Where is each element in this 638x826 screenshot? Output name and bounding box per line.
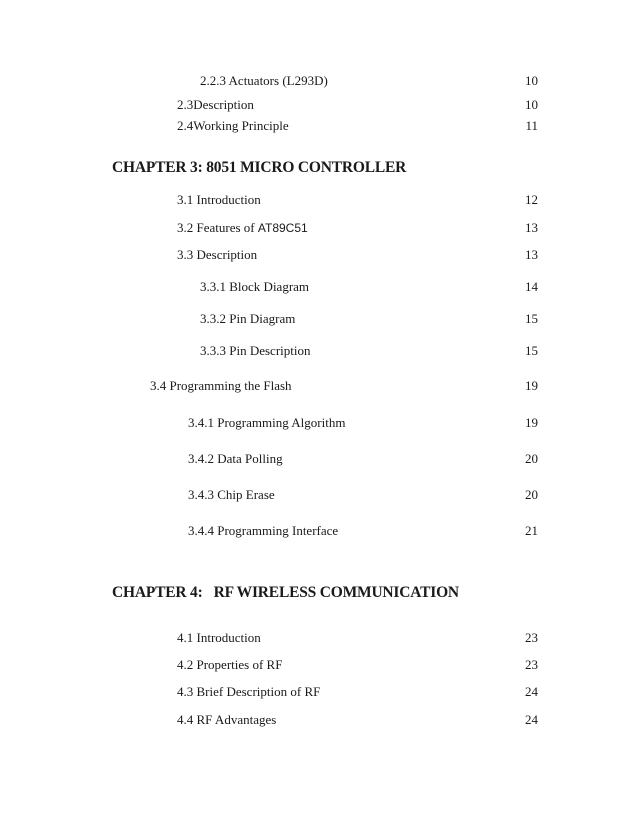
toc-entry-title-prefix: 3.2 Features of [177, 220, 258, 235]
toc-entry-page: 24 [525, 712, 538, 727]
toc-entry-title [177, 220, 308, 236]
toc-entry-page: 19 [525, 415, 538, 430]
toc-entry-page: 11 [525, 118, 538, 133]
toc-entry-page: 20 [525, 487, 538, 502]
toc-entry-page: 19 [525, 378, 538, 393]
toc-entry-title: 3.1 Introduction [177, 192, 261, 207]
toc-entry-page: 23 [525, 657, 538, 672]
chapter-4-heading: CHAPTER 4: RF WIRELESS COMMUNICATION [112, 584, 459, 601]
toc-entry-title: 4.2 Properties of RF [177, 657, 283, 672]
toc-entry-title: 3.3.2 Pin Diagram [200, 311, 296, 326]
toc-entry-title: 2.3Description [177, 97, 254, 112]
toc-entry-page: 13 [525, 220, 538, 235]
toc-entry-page: 14 [525, 279, 538, 294]
toc-entry-title: 3.4.1 Programming Algorithm [188, 415, 346, 430]
toc-entry-title: 4.1 Introduction [177, 630, 261, 645]
toc-entry-page: 12 [525, 192, 538, 207]
toc-entry-title: 4.4 RF Advantages [177, 712, 277, 727]
toc-entry-page: 23 [525, 630, 538, 645]
toc-entry-title: 2.2.3 Actuators (L293D) [200, 73, 328, 88]
toc-entry-title: 3.3 Description [177, 247, 258, 262]
toc-entry-title: 3.3.3 Pin Description [200, 343, 311, 358]
toc-entry-title: 2.4Working Principle [177, 118, 289, 133]
toc-entry-title: 3.4.2 Data Polling [188, 451, 283, 466]
toc-entry-page: 15 [525, 311, 538, 326]
toc-entry-page: 13 [525, 247, 538, 262]
toc-entry-title: 3.4 Programming the Flash [150, 378, 292, 393]
toc-entry-page: 24 [525, 684, 538, 699]
toc-entry-title: 3.4.4 Programming Interface [188, 523, 339, 538]
toc-entry-title: 3.4.3 Chip Erase [188, 487, 275, 502]
toc-entry-page: 15 [525, 343, 538, 358]
toc-entry-page: 20 [525, 451, 538, 466]
toc-entry-title: 3.3.1 Block Diagram [200, 279, 310, 294]
toc-entry-page: 21 [525, 523, 538, 538]
toc-entry-page: 10 [525, 73, 538, 88]
chapter-3-heading: CHAPTER 3: 8051 MICRO CONTROLLER [112, 159, 407, 176]
toc-entry-title-code: AT89C51 [257, 221, 308, 235]
toc-entry-title: 4.3 Brief Description of RF [177, 684, 321, 699]
toc-entry-page: 10 [525, 97, 538, 112]
